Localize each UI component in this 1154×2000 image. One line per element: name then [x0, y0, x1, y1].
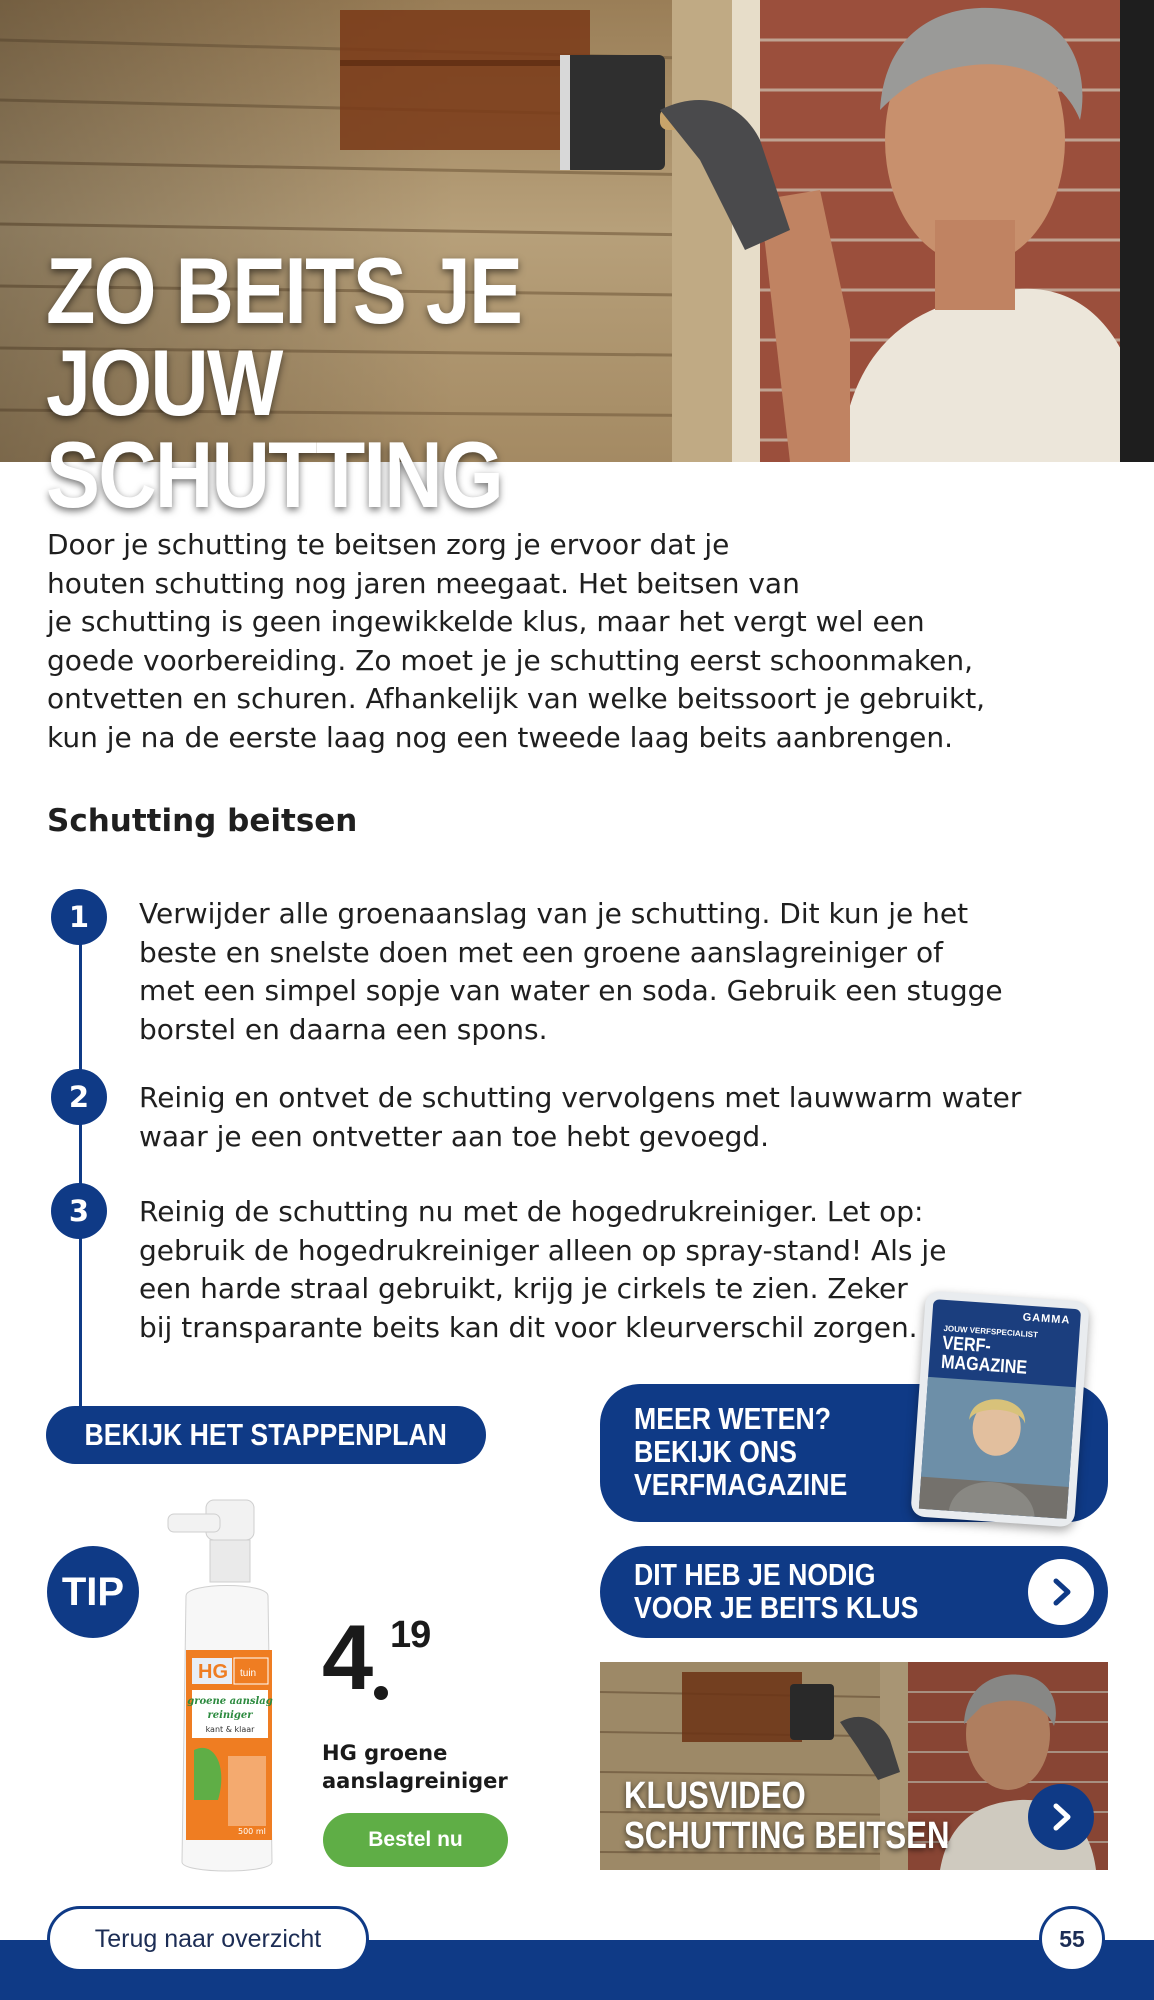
svg-text:kant & klaar: kant & klaar [205, 1725, 255, 1734]
intro-line: kun je na de eerste laag nog een tweede laag beits aanbrengen. [47, 720, 954, 754]
svg-text:tuin: tuin [240, 1668, 257, 1679]
step-line: Reinig de schutting nu met de hogedrukreiniger. Let op: [139, 1195, 924, 1228]
klusvideo-label [624, 1776, 949, 1856]
magazine-title-line: MAGAZINE [940, 1351, 1028, 1379]
page-number: 55 [1039, 1906, 1105, 1972]
verfmagazine-line: VERFMAGAZINE [634, 1467, 848, 1502]
step-line: Verwijder alle groenaanslag van je schutting. Dit kun je het [139, 897, 969, 930]
chevron-right-icon[interactable] [1028, 1559, 1094, 1625]
magazine-title [940, 1334, 1029, 1378]
step-3-badge: 3 [51, 1183, 107, 1239]
price-euros: 4 [322, 1607, 371, 1709]
page-title-line-2: SCHUTTING [46, 422, 503, 527]
magazine-brand: GAMMA [1022, 1311, 1071, 1327]
back-to-overview-button[interactable]: Terug naar overzicht [47, 1906, 369, 1972]
steps-timeline [79, 900, 82, 1420]
price-cents: 19 [390, 1614, 431, 1656]
magazine-tablet-image [910, 1291, 1089, 1528]
klusvideo-card[interactable] [600, 1662, 1108, 1870]
svg-text:groene aanslag: groene aanslag [187, 1696, 273, 1707]
benodigdheden-line: VOOR JE BEITS KLUS [634, 1590, 919, 1625]
chevron-right-icon[interactable] [1028, 1784, 1094, 1850]
product-name [322, 1739, 522, 1795]
step-line: waar je een ontvetter aan toe hebt gevoegd. [139, 1119, 770, 1153]
verfmagazine-line: MEER WETEN? [634, 1401, 831, 1436]
stappenplan-button[interactable] [46, 1406, 486, 1464]
tip-badge: TIP [47, 1546, 139, 1638]
benodigdheden-button[interactable] [600, 1546, 1108, 1638]
step-line: gebruik de hogedrukreiniger alleen op spray-stand! Als je [139, 1233, 947, 1267]
product-image[interactable] [168, 1500, 286, 1880]
price-separator [374, 1686, 388, 1700]
klusvideo-line: KLUSVIDEO [624, 1775, 806, 1817]
product-name-line: aanslagreiniger [322, 1769, 508, 1793]
klusvideo-line: SCHUTTING BEITSEN [624, 1815, 950, 1857]
intro-line: je schutting is geen ingewikkelde klus, maar het vergt wel een [47, 605, 925, 638]
step-line: borstel en daarna een spons. [139, 1012, 548, 1046]
step-line: Reinig en ontvet de schutting vervolgens met lauwwarm water [139, 1081, 1022, 1114]
magazine-title-line: VERF- [941, 1332, 992, 1358]
benodigdheden-button-label [634, 1558, 918, 1624]
step-line: met een simpel sopje van water en soda. Gebruik een stugge [139, 974, 1003, 1007]
step-1-badge: 1 [51, 889, 107, 945]
intro-paragraph [47, 526, 1047, 757]
svg-text:HG: HG [198, 1661, 228, 1683]
verfmagazine-line: BEKIJK ONS [634, 1434, 797, 1469]
step-2-badge: 2 [51, 1069, 107, 1125]
intro-line: goede voorbereiding. Zo moet je je schutting eerst schoonmaken, [47, 643, 974, 677]
section-heading: Schutting beitsen [47, 803, 358, 839]
intro-line: houten schutting nog jaren meegaat. Het beitsen van [47, 566, 800, 600]
intro-line: Door je schutting te beitsen zorg je ervoor dat je [47, 528, 730, 561]
product-name-line: HG groene [322, 1741, 448, 1765]
step-line: bij transparante beits kan dit voor kleurverschil zorgen. [139, 1310, 918, 1344]
step-2-text [139, 1079, 1069, 1156]
step-1-text [139, 895, 1069, 1049]
magazine-cover-photo [919, 1377, 1076, 1519]
step-line: beste en snelste doen met een groene aanslagreiniger of [139, 935, 943, 969]
benodigdheden-line: DIT HEB JE NODIG [634, 1557, 876, 1592]
magazine-subtitle: JOUW VERFSPECIALIST [943, 1323, 1039, 1340]
step-line: een harde straal gebruikt, krijg je cirkels te zien. Zeker [139, 1272, 908, 1305]
hero-banner [0, 0, 1154, 527]
magazine-cover [919, 1299, 1081, 1519]
intro-line: ontvetten en schuren. Afhankelijk van welke beitssoort je gebruikt, [47, 682, 986, 715]
page-title [46, 238, 751, 527]
stappenplan-button-label: BEKIJK HET STAPPENPLAN [84, 1417, 448, 1452]
page-title-line-1: ZO BEITS JE JOUW [46, 238, 522, 435]
verfmagazine-button-label [634, 1402, 847, 1501]
order-button[interactable]: Bestel nu [323, 1813, 508, 1867]
svg-text:500 ml: 500 ml [238, 1827, 266, 1836]
svg-text:reiniger: reiniger [207, 1710, 253, 1721]
